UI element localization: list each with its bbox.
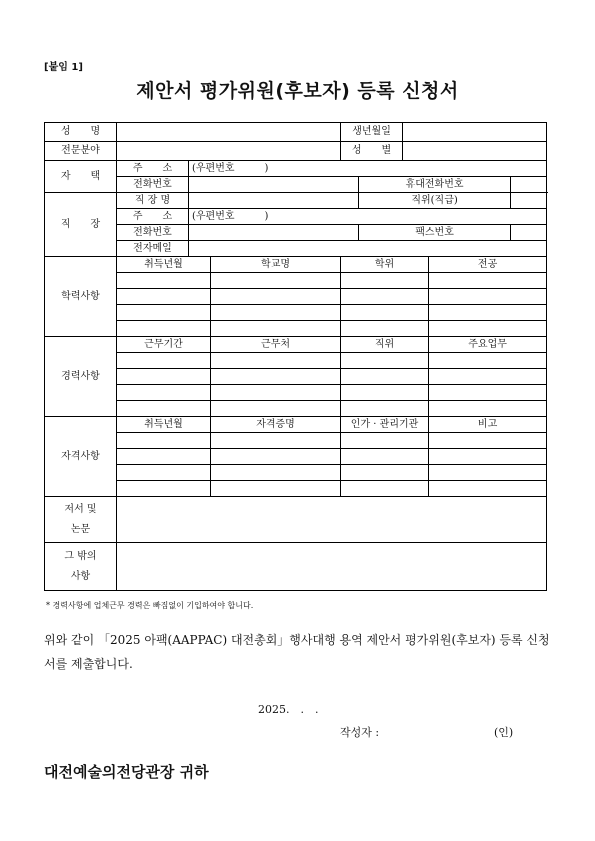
name-label: 성 명 xyxy=(45,123,117,142)
other-label xyxy=(45,543,117,591)
table-cell[interactable] xyxy=(341,353,429,369)
birth-field[interactable] xyxy=(403,123,547,142)
table-cell[interactable] xyxy=(117,273,211,289)
gender-label: 성 별 xyxy=(341,142,403,161)
table-cell[interactable] xyxy=(211,353,341,369)
mobile-label: 휴대전화번호 xyxy=(359,177,511,193)
table-cell[interactable] xyxy=(429,481,547,497)
table-cell[interactable] xyxy=(341,273,429,289)
name-field[interactable] xyxy=(117,123,341,142)
table-cell[interactable] xyxy=(211,305,341,321)
other-label-line-2: 사항 xyxy=(70,570,91,582)
career-header-workplace: 근무처 xyxy=(211,337,341,353)
postal-hint: (우편번호 ) xyxy=(192,210,269,222)
gender-field[interactable] xyxy=(403,142,547,161)
education-label: 학력사항 xyxy=(45,257,117,337)
home-label: 자 택 xyxy=(45,161,117,193)
position-field[interactable] xyxy=(511,193,547,209)
home-phone-label: 전화번호 xyxy=(117,177,189,193)
company-label: 직 장 명 xyxy=(117,193,189,209)
fax-label: 팩스번호 xyxy=(359,225,511,241)
table-cell[interactable] xyxy=(341,401,429,417)
papers-label xyxy=(45,497,117,543)
addressee: 대전예술의전당관장 귀하 xyxy=(44,763,209,781)
table-cell[interactable] xyxy=(341,289,429,305)
table-cell[interactable] xyxy=(429,385,547,401)
career-header-position: 직위 xyxy=(341,337,429,353)
license-header-name: 자격증명 xyxy=(211,417,341,433)
papers-field[interactable] xyxy=(117,497,547,543)
registration-form-table xyxy=(44,122,547,591)
table-cell[interactable] xyxy=(429,289,547,305)
table-cell[interactable] xyxy=(341,385,429,401)
table-cell[interactable] xyxy=(117,433,211,449)
home-phone-field[interactable] xyxy=(189,177,359,193)
table-cell[interactable] xyxy=(117,481,211,497)
writer-label: 작성자 : xyxy=(340,726,380,739)
table-cell[interactable] xyxy=(117,369,211,385)
license-header-remarks: 비고 xyxy=(429,417,547,433)
license-header-date: 취득년월 xyxy=(117,417,211,433)
table-cell[interactable] xyxy=(429,465,547,481)
table-cell[interactable] xyxy=(211,465,341,481)
table-cell[interactable] xyxy=(211,481,341,497)
table-cell[interactable] xyxy=(117,321,211,337)
table-cell[interactable] xyxy=(341,369,429,385)
declaration-paragraph: 위와 같이 「2025 아팩(AAPPAC) 대전총회」행사대행 용역 제안서 평가위원(후보자) 등록 신청서를 제출합니다. xyxy=(44,633,550,671)
table-cell[interactable] xyxy=(429,305,547,321)
education-header-major: 전공 xyxy=(429,257,547,273)
birth-label: 생년월일 xyxy=(341,123,403,142)
work-address-field[interactable] xyxy=(189,209,547,225)
career-header-duties: 주요업무 xyxy=(429,337,547,353)
work-phone-label: 전화번호 xyxy=(117,225,189,241)
table-cell[interactable] xyxy=(429,353,547,369)
table-cell[interactable] xyxy=(211,385,341,401)
seal-label: (인) xyxy=(494,726,514,739)
table-cell[interactable] xyxy=(341,449,429,465)
table-cell[interactable] xyxy=(429,273,547,289)
table-cell[interactable] xyxy=(117,449,211,465)
career-header-period: 근무기간 xyxy=(117,337,211,353)
email-field[interactable] xyxy=(189,241,547,257)
table-cell[interactable] xyxy=(429,433,547,449)
table-cell[interactable] xyxy=(117,385,211,401)
table-cell[interactable] xyxy=(341,481,429,497)
table-cell[interactable] xyxy=(341,321,429,337)
table-cell[interactable] xyxy=(211,369,341,385)
table-cell[interactable] xyxy=(211,401,341,417)
fax-field[interactable] xyxy=(511,225,547,241)
table-cell[interactable] xyxy=(117,305,211,321)
table-cell[interactable] xyxy=(429,321,547,337)
education-header-school: 학교명 xyxy=(211,257,341,273)
education-header-date: 취득년월 xyxy=(117,257,211,273)
form-title: 제안서 평가위원(후보자) 등록 신청서 xyxy=(136,80,459,102)
table-cell[interactable] xyxy=(429,369,547,385)
table-cell[interactable] xyxy=(429,401,547,417)
work-phone-field[interactable] xyxy=(189,225,359,241)
position-label: 직위(직급) xyxy=(359,193,511,209)
table-cell[interactable] xyxy=(211,289,341,305)
work-label: 직 장 xyxy=(45,193,117,257)
field-field[interactable] xyxy=(117,142,341,161)
table-cell[interactable] xyxy=(211,273,341,289)
home-address-label: 주 소 xyxy=(117,161,189,177)
other-field[interactable] xyxy=(117,543,547,591)
submission-date: 2025. . . xyxy=(258,703,319,716)
table-cell[interactable] xyxy=(341,465,429,481)
mobile-field[interactable] xyxy=(511,177,547,193)
table-cell[interactable] xyxy=(117,465,211,481)
education-header-degree: 학위 xyxy=(341,257,429,273)
table-cell[interactable] xyxy=(117,401,211,417)
work-address-label: 주 소 xyxy=(117,209,189,225)
table-cell[interactable] xyxy=(341,433,429,449)
papers-label-line-2: 논문 xyxy=(70,523,91,535)
email-label: 전자메일 xyxy=(117,241,189,257)
career-note: * 경력사항에 업체근무 경력은 빠짐없이 기입하여야 합니다. xyxy=(46,601,254,610)
other-label-line-1: 그 밖의 xyxy=(64,550,97,562)
license-header-authority: 인가 · 관리기관 xyxy=(341,417,429,433)
table-cell[interactable] xyxy=(211,449,341,465)
table-cell[interactable] xyxy=(211,433,341,449)
attachment-label: [붙임 1] xyxy=(44,62,83,73)
table-cell[interactable] xyxy=(341,305,429,321)
papers-label-line-1: 저서 및 xyxy=(64,503,97,515)
table-cell[interactable] xyxy=(117,353,211,369)
table-cell[interactable] xyxy=(429,449,547,465)
table-cell[interactable] xyxy=(211,321,341,337)
home-address-field[interactable] xyxy=(189,161,547,177)
license-label: 자격사항 xyxy=(45,417,117,497)
table-cell[interactable] xyxy=(117,289,211,305)
career-label: 경력사항 xyxy=(45,337,117,417)
company-field[interactable] xyxy=(189,193,359,209)
postal-hint: (우편번호 ) xyxy=(192,162,269,174)
field-label: 전문분야 xyxy=(45,142,117,161)
